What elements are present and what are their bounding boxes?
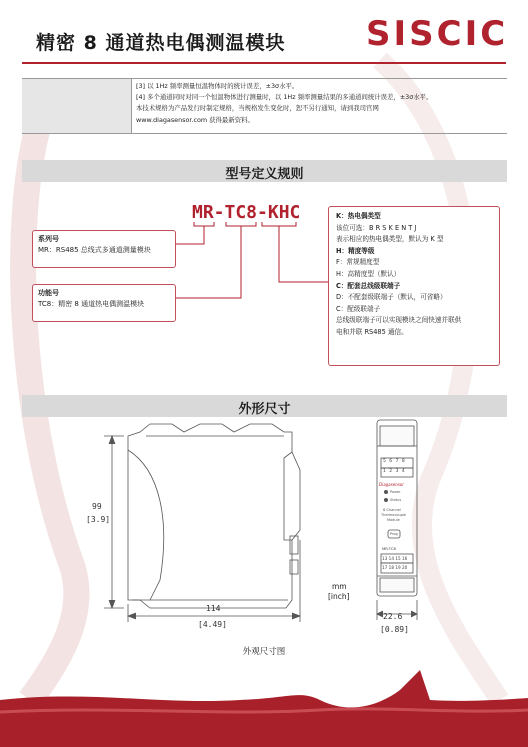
- front-logo: Diagasensor: [379, 482, 404, 487]
- unit-inch: [inch]: [328, 592, 350, 601]
- option-line: D：不配套级联端子（默认，可省略）: [336, 293, 447, 302]
- led-status-label: Status: [390, 498, 402, 502]
- option-line: C：配套总线级联端子: [336, 281, 401, 290]
- prog-button-label: Prog: [390, 532, 398, 536]
- width-inch-label: [0.89]: [380, 625, 409, 634]
- note-line: 本技术规格为产品发行时制定规格，当规格发生变化时，恕不另行通知，请到我司官网: [136, 104, 379, 113]
- option-box: [328, 206, 500, 366]
- note-line: [4] 多个通道同时对同一个恒温物体进行测量时，以 1Hz 频率测量结果的多通道间统计误差，±3σ水平。: [136, 93, 433, 102]
- function-title: 功能号: [38, 289, 59, 297]
- notes-label-cell: [22, 79, 132, 133]
- front-model-label: MR-TC8: [382, 546, 396, 551]
- front-desc-2: Thermocouple: [381, 513, 407, 517]
- series-desc: MR：RS485 总线式多通道测量模块: [38, 246, 151, 254]
- terminal-labels-bottom2: 17 18 19 20: [382, 565, 408, 570]
- page-header: [0, 0, 528, 62]
- unit-legend: [328, 582, 350, 602]
- height-inch-label: [3.9]: [86, 515, 111, 524]
- terminal-labels-top2: 1 2 3 4: [383, 469, 406, 474]
- model-code: MR-TC8-KHC: [192, 202, 301, 223]
- led-power-label: Power: [390, 490, 401, 494]
- note-line: [3] 以 1Hz 频率测量恒温物体时的统计误差，±3σ水平。: [136, 82, 299, 90]
- option-line: 电和并联 RS485 通信。: [336, 327, 408, 336]
- series-box: [32, 230, 176, 268]
- note-line: www.diagasensor.com 获得最新资料。: [136, 115, 254, 124]
- spec-notes: [22, 78, 507, 134]
- function-box: [32, 284, 176, 322]
- section-heading-dimensions: [22, 395, 507, 417]
- option-line: K：热电偶类型: [336, 212, 381, 220]
- height-mm-label: 99: [92, 502, 102, 511]
- terminal-labels-top: 5 6 7 8: [383, 459, 406, 464]
- option-line: H：高精度型（默认）: [336, 269, 401, 278]
- option-line: H：精度等级: [336, 246, 375, 255]
- option-line: C：配级联端子: [336, 304, 381, 313]
- option-line: F：常规精度型: [336, 258, 380, 267]
- brand-logo: SISCIC: [366, 14, 509, 54]
- terminal-labels-bottom: 13 14 15 16: [382, 556, 408, 561]
- header-rule: [22, 62, 506, 64]
- section-heading-text: 型号定义规则: [225, 167, 304, 182]
- section-heading-text: 外形尺寸: [238, 402, 291, 417]
- series-title: 系列号: [38, 235, 59, 243]
- front-desc-1: 8-Channel: [383, 508, 401, 512]
- option-line: 该位可选：B R S K E N T J: [336, 223, 417, 232]
- unit-mm: mm: [332, 582, 347, 591]
- function-desc: TC8：精密 8 通道热电偶测温模块: [38, 300, 145, 308]
- section-heading-model: [22, 160, 507, 182]
- page-title: 精密 8 通道热电偶测温模块: [36, 32, 286, 54]
- notes-text-cell: [136, 81, 506, 126]
- width-mm-label: 22.6: [383, 612, 403, 621]
- side-view: [104, 424, 300, 622]
- length-inch-label: [4.49]: [198, 620, 227, 629]
- figure-caption: 外观尺寸图: [242, 647, 286, 657]
- front-desc-3: Module: [387, 518, 400, 522]
- length-mm-label: 114: [206, 604, 221, 613]
- option-line: 表示相应的热电偶类型，默认为 K 型: [336, 235, 444, 244]
- option-line: 总线级联端子可以实现模块之间快速并联供: [336, 316, 462, 325]
